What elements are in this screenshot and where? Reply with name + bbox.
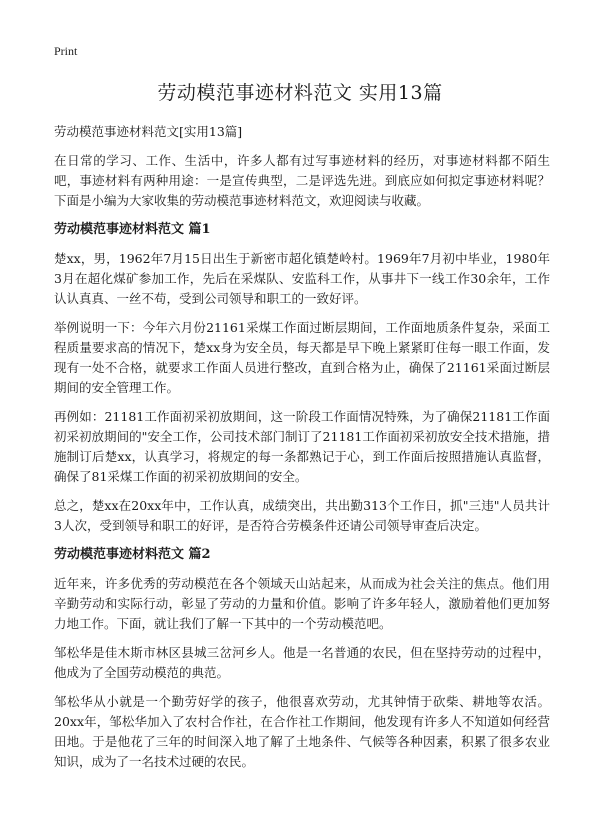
section-heading: 劳动模范事迹材料范文 篇1 <box>54 222 211 237</box>
document-subtitle: 劳动模范事迹材料范文[实用13篇] <box>54 124 243 139</box>
section-2 <box>54 545 550 772</box>
paragraph: 再例如：21181工作面初采初放期间，这一阶段工作面情况特殊，为了确保21181工作面初采初放期间的"安全工作，公司技术部门制订了21181工作面初采初放安全技术措施，措施制订后楚xx，认真学习，将规定的每一条都熟记于心，到工作面后按照措施认真监督，确保了81采煤工作面的初采初放期间的安全。 <box>54 409 550 484</box>
print-link[interactable]: Print <box>54 44 78 58</box>
section-1 <box>54 220 550 536</box>
paragraph: 总之，楚xx在20xx年中，工作认真，成绩突出，共出勤313个工作日，抓"三违"人员共计3人次，受到领导和职工的好评，是否符合劳模条件还请公司领导审查后决定。 <box>54 498 550 533</box>
intro-paragraph: 在日常的学习、工作、生活中，许多人都有过写事迹材料的经历，对事迹材料都不陌生吧，事迹材料有两种用途：一是宣传典型，二是评选先进。到底应如何拟定事迹材料呢？下面是小编为大家收集的劳动模范事迹材料范文，欢迎阅读与收藏。 <box>54 153 550 208</box>
paragraph: 邹松华从小就是一个勤劳好学的孩子，他很喜欢劳动，尤其钟情于砍柴、耕地等农活。20xx年，邹松华加入了农村合作社，在合作社工作期间，他发现有许多人不知道如何经营田地。于是他花了三年的时间深入地了解了土地条件、气候等各种因素，积累了很多农业知识，成为了一名技术过硬的农民。 <box>54 694 550 769</box>
paragraph: 楚xx，男，1962年7月15日出生于新密市超化镇楚岭村。1969年7月初中毕业，1980年3月在超化煤矿参加工作，先后在采煤队、安监科工作，从事井下一线工作30余年，工作认认真真、一丝不苟，受到公司领导和职工的一致好评。 <box>54 251 550 306</box>
paragraph: 近年来，许多优秀的劳动模范在各个领域天山站起来，从而成为社会关注的焦点。他们用辛勤劳动和实际行动，彰显了劳动的力量和价值。影响了许多年轻人，激励着他们更加努力地工作。下面，就让我们了解一下其中的一个劳动模范吧。 <box>54 576 550 631</box>
document-body <box>54 122 550 781</box>
page-title: 劳动模范事迹材料范文 实用13篇 <box>157 82 443 104</box>
paragraph: 举例说明一下：今年六月份21161采煤工作面过断层期间，工作面地质条件复杂，采面工程质量要求高的情况下，楚xx身为安全员，每天都是早下晚上紧紧盯住每一眼工作面，发现有一处不合格，就要求工作面人员进行整改，直到合格为止，确保了21161采面过断层期间的安全管理工作。 <box>54 320 550 395</box>
paragraph: 邹松华是佳木斯市林区县城三岔河乡人。他是一名普通的农民，但在坚持劳动的过程中，他成为了全国劳动模范的典范。 <box>54 645 550 680</box>
section-heading: 劳动模范事迹材料范文 篇2 <box>54 547 211 562</box>
